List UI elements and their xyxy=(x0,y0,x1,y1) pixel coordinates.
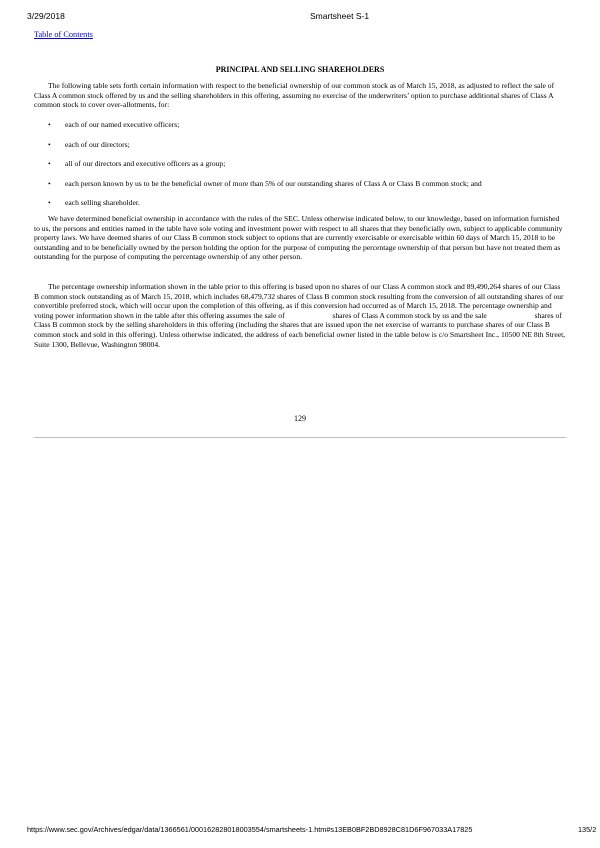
list-item-text: all of our directors and executive officers as a group; xyxy=(65,159,226,168)
ownership-paragraph: We have determined beneficial ownership in accordance with the rules of the SEC. Unless otherwise indicated below, to our knowledge, based on information furnished to us, the persons and entities named in the table have sole voting and investment power with respect to all shares that they beneficially own, subject to applicable community property laws. We have deemed shares of our Class B common stock subject to options that are currently exercisable or exercisable within 60 days of March 15, 2018 to be outstanding and to be beneficially owned by the person holding the option for the purpose of computing the percentage ownership of that person but have not treated them as outstanding for the purpose of computing the percentage ownership of any other person. xyxy=(34,214,563,262)
print-title: Smartsheet S-1 xyxy=(310,11,370,21)
paragraph-text: The percentage ownership information shown in the table prior to this offering is based upon no shares of our Class A common stock and 89,490,264 shares of our Class B common stock outstanding as of March 15, 2018, which includes 68,479,732 shares of Class B common stock resulting from the conversion of all outstanding shares of our convertible preferred stock, which will occur upon the completion of this offering, as if this conversion had occurred as of March 15, 2018. The percentage ownership and voting power information shown in the table after this offering assumes the sale of xyxy=(34,282,564,320)
list-item-text: each of our named executive officers; xyxy=(65,120,180,129)
list-item-text: each selling shareholder. xyxy=(65,198,140,207)
intro-paragraph: The following table sets forth certain information with respect to the beneficial ownership of our common stock as of March 15, 2018, as adjusted to reflect the sale of Class A common stock offered by us and the selling shareholders in this offering, assuming no exercise of the underwriters’ option to purchase additional shares of Class A common stock to cover over-allotments, for: xyxy=(34,81,555,110)
list-item-text: each person known by us to be the beneficial owner of more than 5% of our outstanding shares of Class A or Class B common stock; and xyxy=(65,179,482,188)
paragraph-text: shares of Class A common stock by us and the sale xyxy=(332,310,487,320)
bullet-icon: • xyxy=(48,179,51,188)
list-item-text: each of our directors; xyxy=(65,140,130,149)
bullet-icon: • xyxy=(48,159,51,168)
print-date: 3/29/2018 xyxy=(27,11,65,21)
print-url: https://www.sec.gov/Archives/edgar/data/1366561/000162828018003554/smartsheets-1.htm#s13EB0BF2BD8928C81D6F967033A17825 xyxy=(27,825,473,834)
browser-print-footer xyxy=(27,825,600,837)
page-number: 129 xyxy=(294,414,306,423)
print-page-counter: 135/2 xyxy=(578,825,597,834)
browser-print-header xyxy=(0,11,600,23)
page-divider xyxy=(34,437,566,438)
section-heading: PRINCIPAL AND SELLING SHAREHOLDERS xyxy=(215,65,385,74)
bullet-icon: • xyxy=(48,120,51,129)
table-of-contents-link[interactable]: Table of Contents xyxy=(34,30,93,39)
bullet-icon: • xyxy=(48,140,51,149)
bullet-icon: • xyxy=(48,198,51,207)
percentage-paragraph xyxy=(34,282,566,349)
paragraph-text: shares of Class B common stock by the selling shareholders in this offering (including the shares that are issued upon the net exercise of warrants to purchase shares of our Class B common stock and sold in this offering). Unless otherwise indicated, the address of each beneficial owner listed in the table below is c/o Smartsheet Inc., 10500 NE 8th Street, Suite 1300, Bellevue, Washington 98004. xyxy=(34,310,566,349)
